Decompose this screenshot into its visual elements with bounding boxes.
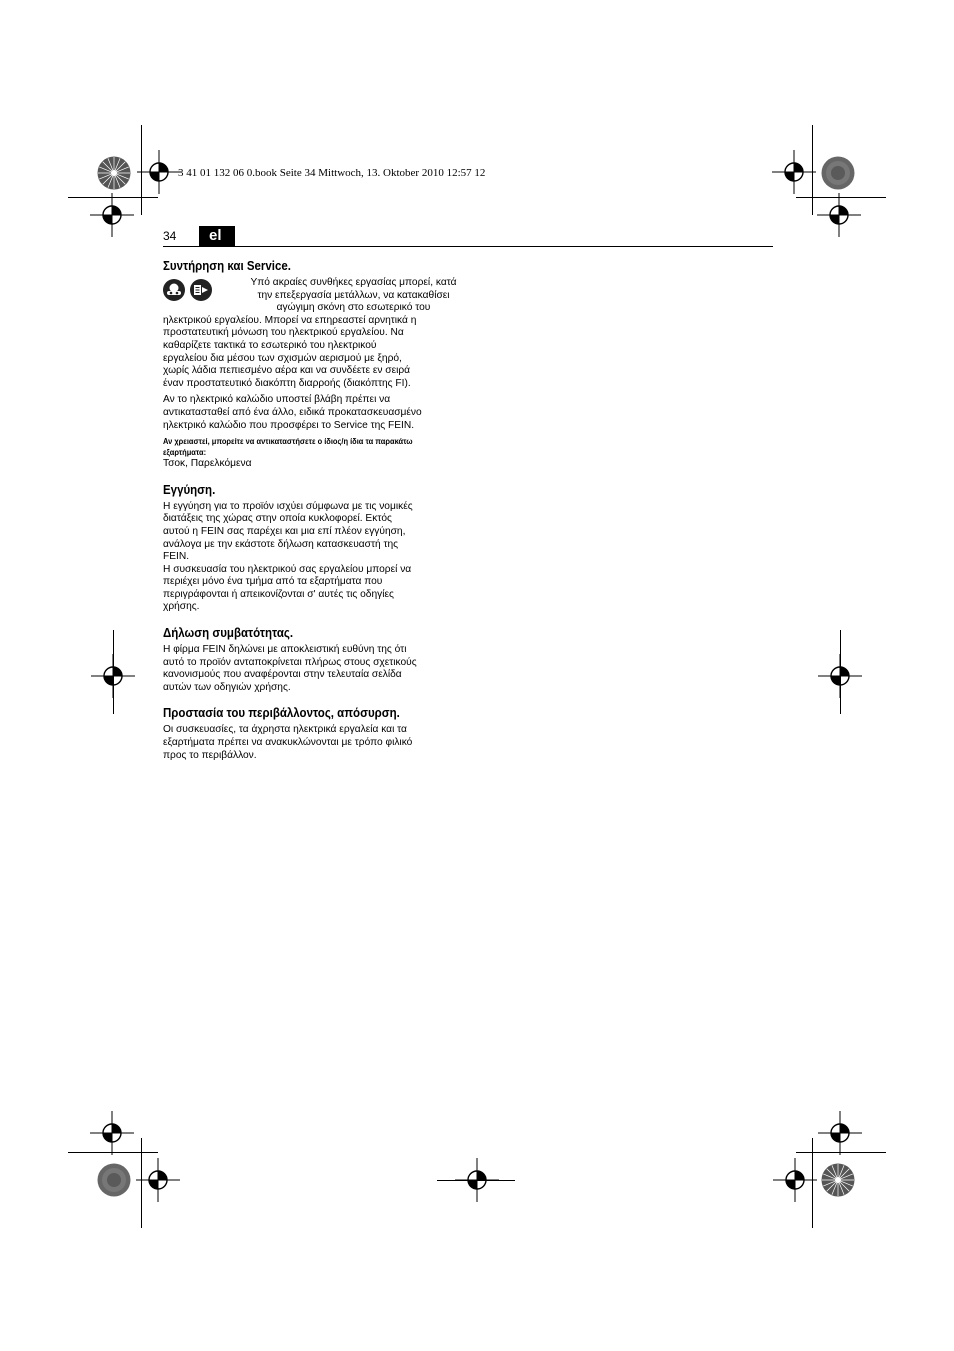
paragraph [163,315,458,391]
text-line: καθαρίζετε τακτικά το εσωτερικό του ηλεκτρικού [163,339,377,351]
text-line: Υπό ακραίες συνθήκες εργασίας μπορεί, κατά [250,277,457,288]
paragraph [163,724,458,762]
section-service [163,259,458,471]
text-line: αγώγιμη σκόνη στο εσωτερικό του [276,302,431,314]
language-badge: el [199,226,235,246]
text-line: την επεξεργασία μετάλλων, να κατακαθίσει [257,289,450,301]
text-line: Η εγγύηση για το προϊόν ισχύει σύμφωνα με τις νομικές [163,500,413,512]
crosshair-mark-icon [817,193,861,237]
text-line: προστατευτική μόνωση του ηλεκτρικού εργαλείου. Να [163,327,404,339]
text-line: αυτό το προϊόν ανταποκρίνεται πλήρως στους σχετικούς [163,656,417,668]
section-title: Συντήρηση και Service. [163,259,291,273]
section-title: Προστασία του περιβάλλοντος, απόσυρση. [163,706,400,721]
section-title: Δήλωση συμβατότητας. [163,626,294,641]
text-line: Οι συσκευασίες, τα άχρηστα ηλεκτρικά εργαλεία και τα [163,724,407,736]
text-line: χρήσης. [163,601,200,613]
section-environment [163,706,458,762]
paragraph [163,394,458,432]
paragraph [163,501,458,614]
crosshair-mark-icon [818,654,862,698]
print-stamp: 3 41 01 132 06 0.book Seite 34 Mittwoch, 13. Oktober 2010 12:57 12 [178,167,486,179]
crosshair-mark-icon [91,654,135,698]
section-warranty [163,483,458,614]
text-line: αντικατασταθεί από ένα άλλο, ειδικά προκατασκευασμένο [163,406,422,418]
text-line: εργαλείου δια μέσου των σχισμών αερισμού με ξηρό, [163,352,402,364]
read-manual-icon [190,279,212,301]
document-body [163,259,458,774]
text-line: περιγράφονται ή απεικονίζονται σ' αυτές τις οδηγίες [163,588,394,600]
starburst-rosette-icon [821,1163,855,1197]
text-line: ηλεκτρικό καλώδιο που προσφέρει το Service της FEIN. [163,419,415,431]
starburst-rosette-icon [97,156,131,190]
crosshair-mark-icon [773,1158,817,1202]
section-conformity [163,626,458,694]
text-line: Αν το ηλεκτρικό καλώδιο υποστεί βλάβη πρέπει να [163,394,391,406]
text-line: χωρίς λάδια πεπιεσμένο αέρα και να συνδέετε εν σειρά [163,365,411,377]
text-line: έναν προστατευτικό διακόπτη διαρροής (διακόπτης FI). [163,377,411,389]
text-line: Η συσκευασία του ηλεκτρικού σας εργαλείου μπορεί να [163,563,412,575]
crosshair-mark-icon [818,1111,862,1155]
header-rule [163,246,773,247]
trim-line [437,1180,515,1181]
text-line: Αν χρειαστεί, μπορείτε να αντικαταστήσετε ο ίδιος/η ίδια τα παρακάτω [163,436,413,447]
crosshair-mark-icon [772,150,816,194]
starburst-rosette-icon [97,1163,131,1197]
text-line: εξαρτήματα: [163,447,207,458]
text-line: κανονισμούς που αναφέρονται στην τελευταία σελίδα [163,669,402,681]
page-number: 34 [163,229,177,243]
crosshair-mark-icon [90,193,134,237]
text-line: ηλεκτρικού εργαλείου. Μπορεί να επηρεαστεί αρνητικά η [163,314,417,326]
warning-icons [163,279,249,305]
text-line: εξαρτήματα πρέπει να ανακυκλώνονται με τρόπο φιλικό [163,737,413,749]
text-line: FEIN. [163,551,190,563]
crosshair-mark-icon [90,1111,134,1155]
text-line: Η φίρμα FEIN δηλώνει με αποκλειστική ευθύνη της ότι [163,644,407,656]
text-line: περιέχει μόνο ένα τμήμα από τα εξαρτήματα που [163,576,383,588]
text-line: ανάλογα με την εκάστοτε δήλωση κατασκευαστή της [163,538,399,550]
crosshair-mark-icon [137,150,181,194]
parts-note [163,436,453,458]
parts-list: Τσοκ, Παρελκόμενα [163,458,252,470]
text-line: προς το περιβάλλον. [163,749,257,761]
text-line: αυτού η FEIN σας παρέχει και μια επί πλέον εγγύηση, [163,525,406,537]
crosshair-mark-icon [136,1158,180,1202]
section-title: Εγγύηση. [163,482,216,497]
text-line: διατάξεις της χώρας στην οποία κυκλοφορεί. Εκτός [163,513,392,525]
starburst-rosette-icon [821,156,855,190]
paragraph [163,644,458,694]
text-line: αυτών των οδηγιών χρήσης. [163,681,291,693]
safety-goggles-icon [163,279,185,301]
